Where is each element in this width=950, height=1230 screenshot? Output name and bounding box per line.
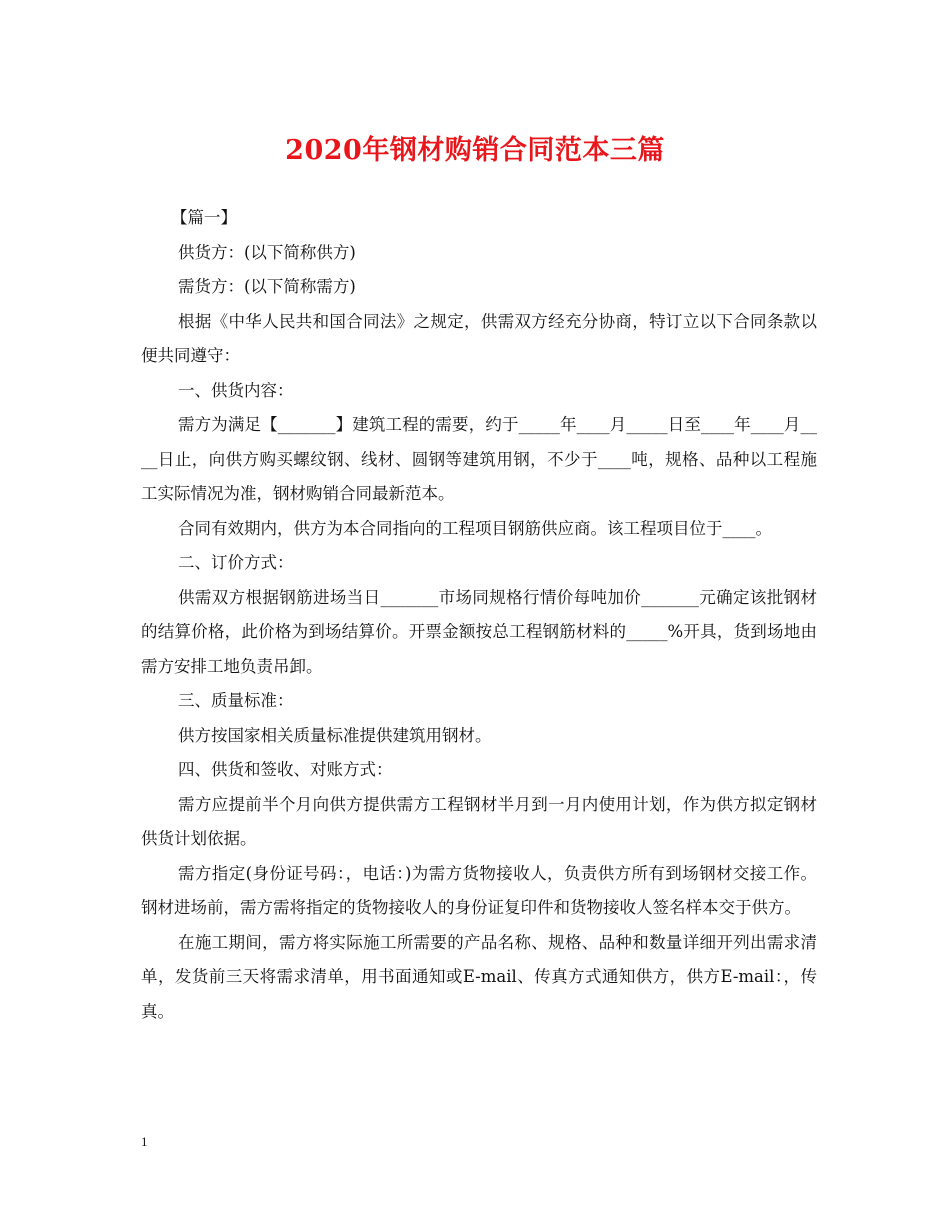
document-title: 2020年钢材购销合同范本三篇 (285, 135, 665, 166)
clause-heading-supply-content: 一、供货内容： (178, 380, 294, 400)
section-heading: 【篇一】 (171, 208, 237, 227)
receiver-paragraph: 需方指定(身份证号码：，电话：)为需方货物接收人，负责供方所有到场钢材交接工作。钢材进场前，需方需将指定的货物接收人的身份证复印件和货物接收人签名样本交于供方。 (141, 863, 817, 917)
order-list-paragraph: 在施工期间，需方将实际施工所需要的产品名称、规格、品种和数量详细开列出需求清单，发货前三天将需求清单，用书面通知或E-mail、传真方式通知供方，供方E-mail：，传真。 (141, 932, 817, 1021)
quality-paragraph: 供方按国家相关质量标准提供建筑用钢材。 (178, 725, 492, 745)
buyer-line: 需货方：(以下简称需方) (178, 277, 356, 296)
clause-heading-pricing: 二、订价方式： (178, 553, 294, 572)
document-body (141, 201, 817, 1029)
preamble-paragraph: 根据《中华人民共和国合同法》之规定，供需双方经充分协商，特订立以下合同条款以便共同遵守： (141, 311, 817, 365)
clause-heading-delivery: 四、供货和签收、对账方式： (178, 760, 393, 779)
clause-heading-quality: 三、质量标准： (178, 691, 294, 710)
pricing-paragraph: 供需双方根据钢筋进场当日_______市场同规格行情价每吨加价_______元确定该批钢材的结算价格，此价格为到场结算价。开票金额按总工程钢筋材料的_____%开具，货到场地由需方安排工地负责吊卸。 (141, 587, 817, 676)
page-number: 1 (141, 1134, 148, 1149)
supply-content-paragraph: 需方为满足【_______】建筑工程的需要，约于_____年____月_____日至____年____月____日止，向供方购买螺纹钢、线材、圆钢等建筑用钢，不少于____吨，规格、品种以工程施工实际情况为准，钢材购销合同最新范本。 (141, 415, 817, 503)
delivery-plan-paragraph: 需方应提前半个月向供方提供需方工程钢材半月到一月内使用计划，作为供方拟定钢材供货计划依据。 (141, 794, 817, 848)
supplier-line: 供货方：(以下简称供方) (178, 242, 356, 262)
validity-paragraph: 合同有效期内，供方为本合同指向的工程项目钢筋供应商。该工程项目位于____。 (178, 518, 772, 538)
